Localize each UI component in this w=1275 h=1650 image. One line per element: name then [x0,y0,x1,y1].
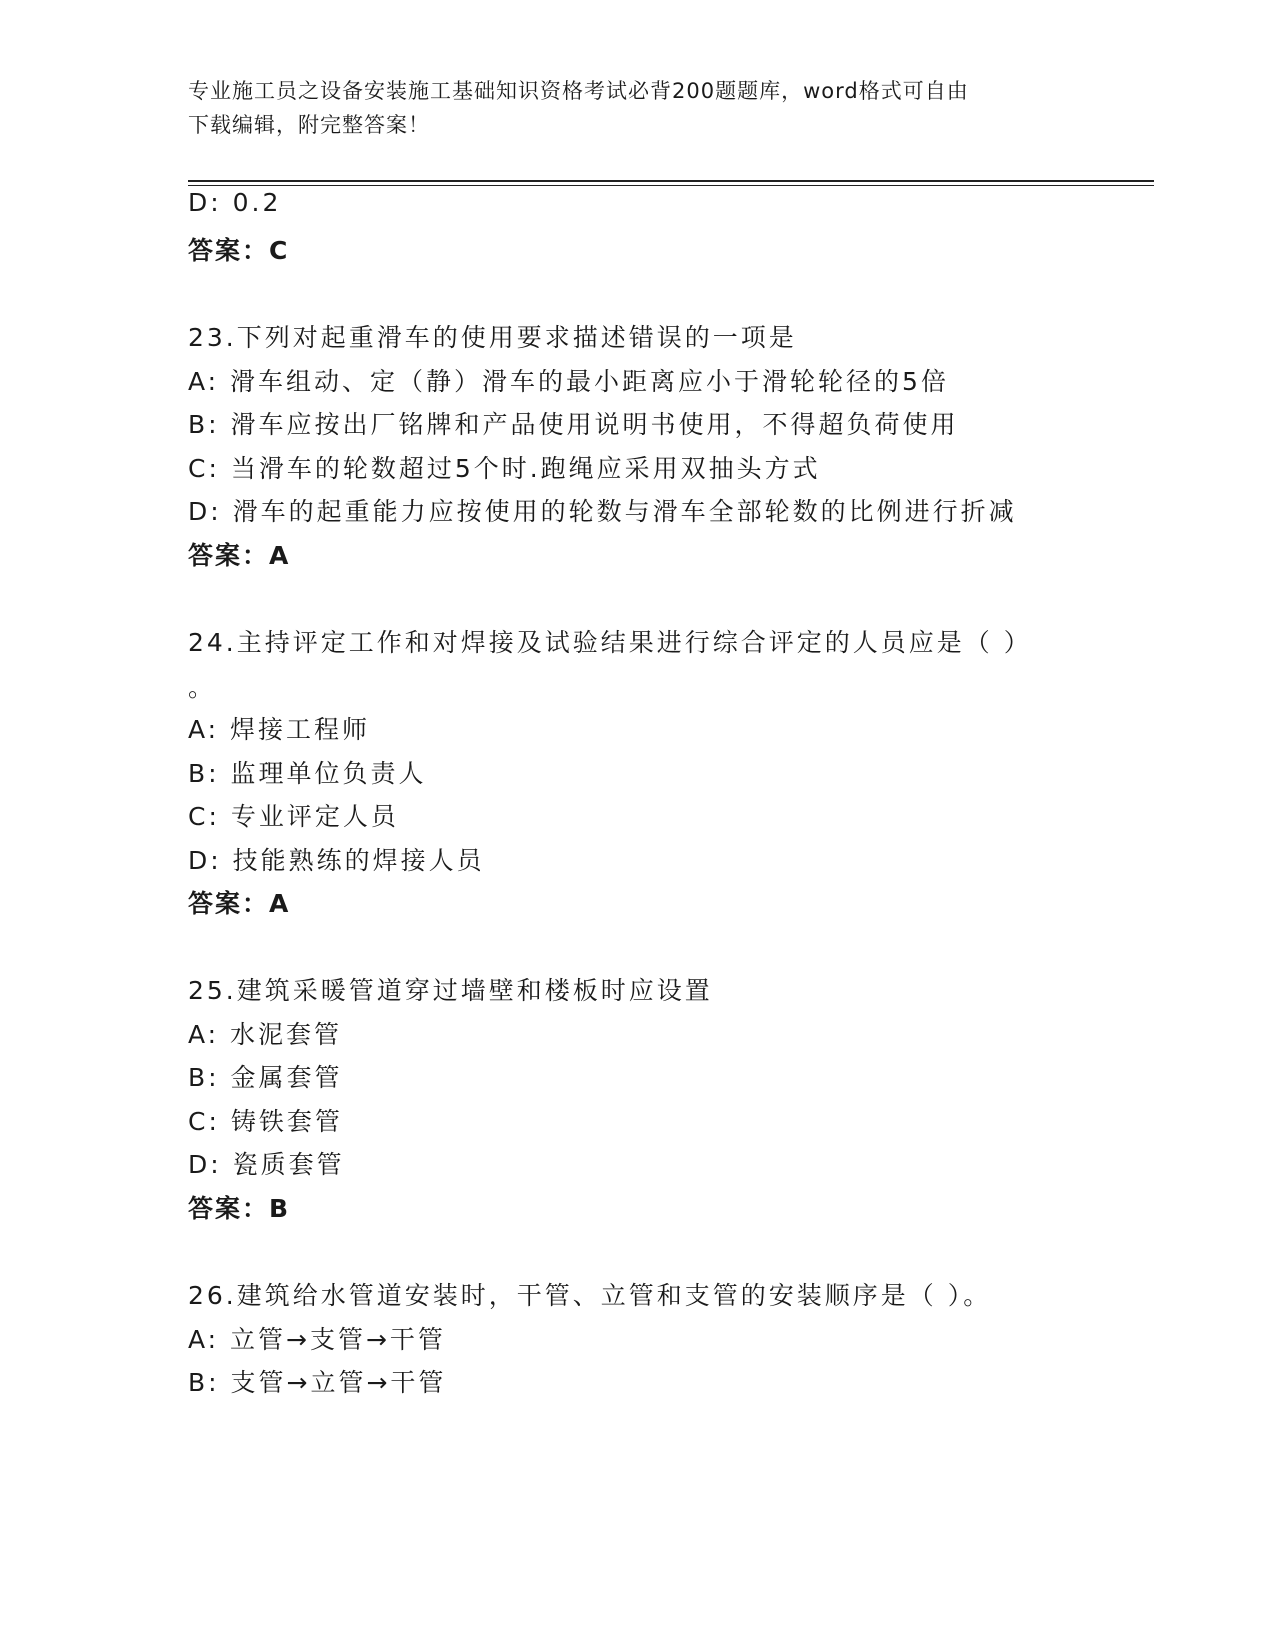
question-24: 24.主持评定工作和对焊接及试验结果进行综合评定的人员应是（ ） [188,628,1032,657]
header-divider-thin [188,185,1154,186]
question-25: 25.建筑采暖管道穿过墙壁和楼板时应设置 [188,976,713,1005]
answer-q24: 答案：A [188,889,291,918]
option-a-q23: A: 滑车组动、定（静）滑车的最小距离应小于滑轮轮径的5倍 [188,367,949,396]
document-header [188,74,1068,142]
header-line-1: 专业施工员之设备安装施工基础知识资格考试必背200题题库，word格式可自由 [188,79,969,103]
header-divider-thick [188,180,1154,182]
option-d-q22: D: 0.2 [188,188,282,217]
option-b-q24: B: 监理单位负责人 [188,759,427,788]
question-26: 26.建筑给水管道安装时，干管、立管和支管的安装顺序是（ ）。 [188,1281,992,1310]
option-a-q26: A: 立管→支管→干管 [188,1325,446,1354]
option-c-q25: C: 铸铁套管 [188,1107,343,1136]
answer-q25: 答案：B [188,1194,291,1223]
option-b-q25: B: 金属套管 [188,1063,343,1092]
header-line-2: 下载编辑，附完整答案！ [188,113,430,137]
answer-q22: 答案：C [188,236,290,265]
option-c-q24: C: 专业评定人员 [188,802,399,831]
option-b-q23: B: 滑车应按出厂铭牌和产品使用说明书使用，不得超负荷使用 [188,410,959,439]
question-24-continuation: 。 [188,673,217,702]
answer-q23: 答案：A [188,541,291,570]
option-d-q24: D: 技能熟练的焊接人员 [188,846,485,875]
option-d-q25: D: 瓷质套管 [188,1150,345,1179]
option-a-q24: A: 焊接工程师 [188,715,371,744]
option-a-q25: A: 水泥套管 [188,1020,343,1049]
option-d-q23: D: 滑车的起重能力应按使用的轮数与滑车全部轮数的比例进行折减 [188,497,1017,526]
question-23: 23.下列对起重滑车的使用要求描述错误的一项是 [188,323,797,352]
option-c-q23: C: 当滑车的轮数超过5个时.跑绳应采用双抽头方式 [188,454,821,483]
option-b-q26: B: 支管→立管→干管 [188,1368,447,1397]
